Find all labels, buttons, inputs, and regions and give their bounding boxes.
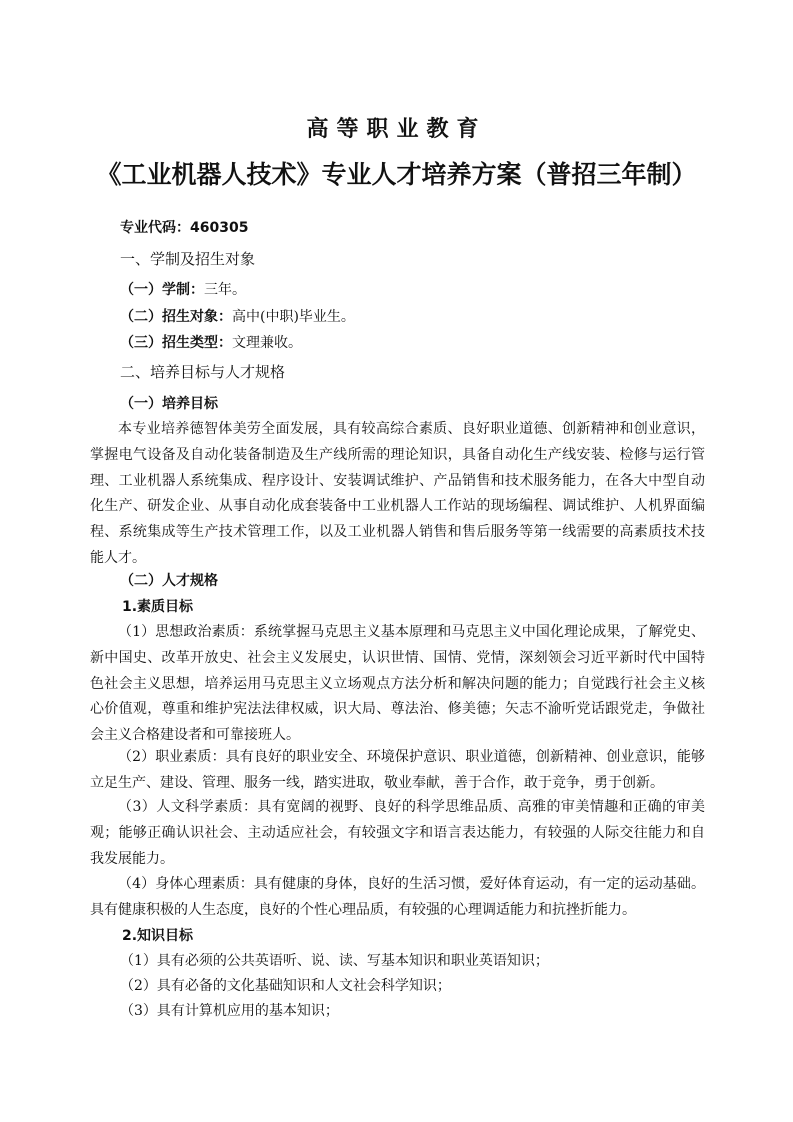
section1-heading: 一、学制及招生对象 (120, 250, 256, 268)
training-goal-text: 本专业培养德智体美劳全面发展，具有较高综合素质、良好职业道德、创新精神和创业意识，掌握电气设备及自动化装备制造及生产线所需的理论知识，具备自动化生产线安装、检修与运行管理、工业机器人系统集成、程序设计、安装调试维护、产品销售和技术服务能力，在各大中型自动化生产、研发企业、从事自动化成套装备中工业机器人工作站的现场编程、调试维护、人机界面编程、系统集成等生产技术管理工作，以及工业机器人销售和售后服务等第一线需要的高素质技术技能人才。 (90, 421, 705, 566)
quality-item: （2）职业素质：具有良好的职业安全、环境保护意识、职业道德，创新精神、创业意识，能够立足生产、建设、管理、服务一线，踏实进取，敬业奉献，善于合作，敢于竞争，勇于创新。 (90, 749, 705, 791)
major-code (120, 218, 248, 239)
major-code-label: 专业代码： (120, 220, 190, 236)
knowledge-item: （1）具有必须的公共英语听、说、读、写基本知识和职业英语知识； (120, 953, 549, 969)
doc-title: 《工业机器人技术》专业人才培养方案（普招三年制） (96, 160, 697, 189)
quality-goal-heading: 1.素质目标 (122, 599, 194, 615)
major-code-value: 460305 (190, 220, 249, 236)
quality-item: （4）身体心理素质：具有健康的身体，良好的生活习惯，爱好体育运动，有一定的运动基础。具有健康积极的人生态度，良好的个性心理品质，有较强的心理调适能力和抗挫折能力。 (90, 876, 705, 918)
talent-spec-heading: （二）人才规格 (120, 573, 218, 589)
doc-supertitle: 高等职业教育 (306, 117, 487, 142)
training-goal-heading: （一）培养目标 (120, 396, 218, 412)
quality-item: （1）思想政治素质：系统掌握马克思主义基本原理和马克思主义中国化理论成果，了解党史、新中国史、改革开放史、社会主义发展史，认识世情、国情、党情，深刻领会习近平新时代中国特色社会主义思想，培养运用马克思主义立场观点方法分析和解决问题的能力；自觉践行社会主义核心价值观，尊重和维护宪法法律权威，识大局、尊法治、修美德；矢志不渝听党话跟党走，争做社会主义合格建设者和可靠接班人。 (90, 624, 705, 744)
section1-item (120, 333, 302, 354)
section2-heading: 二、培养目标与人才规格 (120, 363, 286, 381)
item-label: （一）学制： (120, 282, 204, 298)
section1-item (120, 280, 246, 301)
item-label: （三）招生类型： (120, 335, 232, 351)
knowledge-item: （2）具有必备的文化基础知识和人文社会科学知识； (120, 978, 451, 994)
section1-item (120, 307, 355, 328)
quality-item: （3）人文科学素质：具有宽阔的视野、良好的科学思维品质、高雅的审美情趣和正确的审美观；能够正确认识社会、主动适应社会，有较强文字和语言表达能力，有较强的人际交往能力和自我发展能力。 (90, 799, 705, 867)
item-value: 文理兼收。 (232, 335, 302, 351)
knowledge-goal-heading: 2.知识目标 (122, 928, 194, 944)
knowledge-item: （3）具有计算机应用的基本知识； (120, 1003, 339, 1019)
item-value: 高中(中职)毕业生。 (232, 309, 355, 325)
item-label: （二）招生对象： (120, 309, 232, 325)
item-value: 三年。 (204, 282, 246, 298)
